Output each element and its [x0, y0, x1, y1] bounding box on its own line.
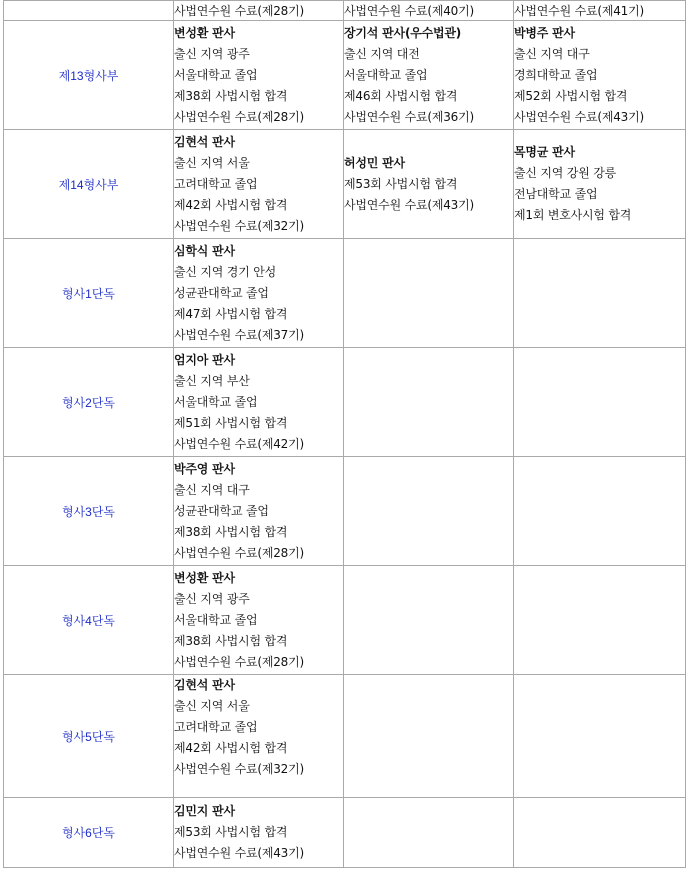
- judge-detail: 사법연수원 수료(제32기): [174, 762, 304, 776]
- empty-cell: [514, 566, 686, 675]
- table-row: [4, 21, 686, 130]
- judge-detail: 출신 지역 강원 강릉: [514, 166, 616, 180]
- judge-name: 김민지 판사: [174, 804, 235, 818]
- division-label: 제14형사부: [4, 130, 174, 239]
- empty-cell: [514, 239, 686, 348]
- judge-cell: [514, 21, 686, 130]
- judge-detail: 출신 지역 경기 안성: [174, 264, 276, 279]
- judge-detail: 제1회 변호사시험 합격: [514, 208, 632, 222]
- judge-cell: [174, 798, 344, 868]
- judge-cell: [174, 457, 344, 566]
- empty-cell: [514, 675, 686, 798]
- judge-detail: 사법연수원 수료(제42기): [174, 436, 304, 451]
- judge-detail: 사법연수원 수료(제28기): [174, 545, 304, 560]
- judge-name: 장기석 판사(우수법관): [344, 25, 462, 40]
- judge-name: 허성민 판사: [344, 155, 405, 170]
- empty-cell: [344, 798, 514, 868]
- empty-cell: [514, 798, 686, 868]
- judge-detail: 사법연수원 수료(제28기): [174, 109, 304, 124]
- judge-detail: 서울대학교 졸업: [174, 67, 258, 82]
- division-label: 형사3단독: [4, 457, 174, 566]
- judge-detail: 출신 지역 서울: [174, 699, 250, 713]
- judge-detail: 성균관대학교 졸업: [174, 503, 269, 518]
- empty-cell: [514, 348, 686, 457]
- empty-cell: [344, 566, 514, 675]
- judge-detail: 사법연수원 수료(제37기): [174, 327, 304, 342]
- empty-cell: [344, 239, 514, 348]
- judge-name: 박주영 판사: [174, 461, 235, 476]
- judge-cell: [344, 21, 514, 130]
- judge-cell: [174, 130, 344, 239]
- table-row: [4, 130, 686, 239]
- judge-detail: 제53회 사법시험 합격: [344, 176, 458, 191]
- judge-detail: 출신 지역 부산: [174, 373, 250, 388]
- judge-detail: 서울대학교 졸업: [344, 67, 428, 82]
- judge-detail: 사법연수원 수료(제43기): [344, 197, 474, 212]
- table-row: [4, 675, 686, 798]
- judge-name: 변성환 판사: [174, 25, 235, 40]
- judge-cell: [514, 130, 686, 239]
- judge-name: 김현석 판사: [174, 678, 235, 692]
- table-row: [4, 566, 686, 675]
- judge-detail: 고려대학교 졸업: [174, 176, 258, 191]
- judge-detail: 제38회 사법시험 합격: [174, 88, 288, 103]
- division-label: 형사2단독: [4, 348, 174, 457]
- empty-cell: [344, 457, 514, 566]
- table-row: [4, 348, 686, 457]
- judge-cell: [344, 130, 514, 239]
- judge-cell: [174, 675, 344, 798]
- judge-detail: 경희대학교 졸업: [514, 67, 598, 82]
- judge-cell: [344, 1, 514, 21]
- judge-detail: 사법연수원 수료(제43기): [514, 109, 644, 124]
- judge-detail: 사법연수원 수료(제36기): [344, 109, 474, 124]
- division-label: 형사6단독: [4, 798, 174, 868]
- table-row: [4, 457, 686, 566]
- judge-roster-table: [3, 0, 686, 868]
- judge-detail: 전남대학교 졸업: [514, 187, 598, 201]
- table-row: [4, 798, 686, 868]
- judge-detail: 제42회 사법시험 합격: [174, 197, 288, 212]
- judge-detail: 서울대학교 졸업: [174, 394, 258, 409]
- judge-name: 김현석 판사: [174, 134, 235, 149]
- empty-cell: [4, 1, 174, 21]
- judge-name: 목명균 판사: [514, 145, 575, 159]
- judge-name: 심학식 판사: [174, 243, 235, 258]
- judge-detail: 출신 지역 대전: [344, 46, 420, 61]
- judge-detail: 사법연수원 수료(제41기): [514, 3, 644, 18]
- judge-name: 변성환 판사: [174, 570, 235, 585]
- empty-cell: [344, 348, 514, 457]
- judge-detail: 출신 지역 광주: [174, 46, 250, 61]
- division-label: 형사4단독: [4, 566, 174, 675]
- judge-cell: [514, 1, 686, 21]
- judge-detail: 출신 지역 광주: [174, 591, 250, 606]
- judge-detail: 제47회 사법시험 합격: [174, 306, 288, 321]
- judge-detail: 성균관대학교 졸업: [174, 285, 269, 300]
- judge-detail: 제52회 사법시험 합격: [514, 88, 628, 103]
- table-row: [4, 239, 686, 348]
- judge-detail: 사법연수원 수료(제32기): [174, 218, 304, 233]
- division-label: 형사5단독: [4, 675, 174, 798]
- judge-detail: 사법연수원 수료(제40기): [344, 3, 474, 18]
- judge-cell: [174, 239, 344, 348]
- judge-detail: 제38회 사법시험 합격: [174, 633, 288, 648]
- judge-cell: [174, 21, 344, 130]
- judge-detail: 고려대학교 졸업: [174, 720, 258, 734]
- judge-detail: 출신 지역 대구: [514, 46, 590, 61]
- judge-cell: [174, 566, 344, 675]
- table-row: [4, 1, 686, 21]
- judge-detail: 서울대학교 졸업: [174, 612, 258, 627]
- judge-detail: 사법연수원 수료(제43기): [174, 846, 304, 860]
- empty-cell: [344, 675, 514, 798]
- judge-name: 박병주 판사: [514, 25, 575, 40]
- judge-detail: 사법연수원 수료(제28기): [174, 654, 304, 669]
- judge-detail: 제51회 사법시험 합격: [174, 415, 288, 430]
- judge-detail: 제38회 사법시험 합격: [174, 524, 288, 539]
- judge-name: 엄지아 판사: [174, 352, 235, 367]
- judge-detail: 제42회 사법시험 합격: [174, 741, 288, 755]
- judge-detail: 사법연수원 수료(제28기): [174, 3, 304, 18]
- judge-detail: 제46회 사법시험 합격: [344, 88, 458, 103]
- judge-cell: [174, 348, 344, 457]
- judge-cell: [174, 1, 344, 21]
- judge-detail: 출신 지역 대구: [174, 482, 250, 497]
- division-label: 형사1단독: [4, 239, 174, 348]
- judge-detail: 출신 지역 서울: [174, 155, 250, 170]
- division-label: 제13형사부: [4, 21, 174, 130]
- judge-detail: 제53회 사법시험 합격: [174, 825, 288, 839]
- empty-cell: [514, 457, 686, 566]
